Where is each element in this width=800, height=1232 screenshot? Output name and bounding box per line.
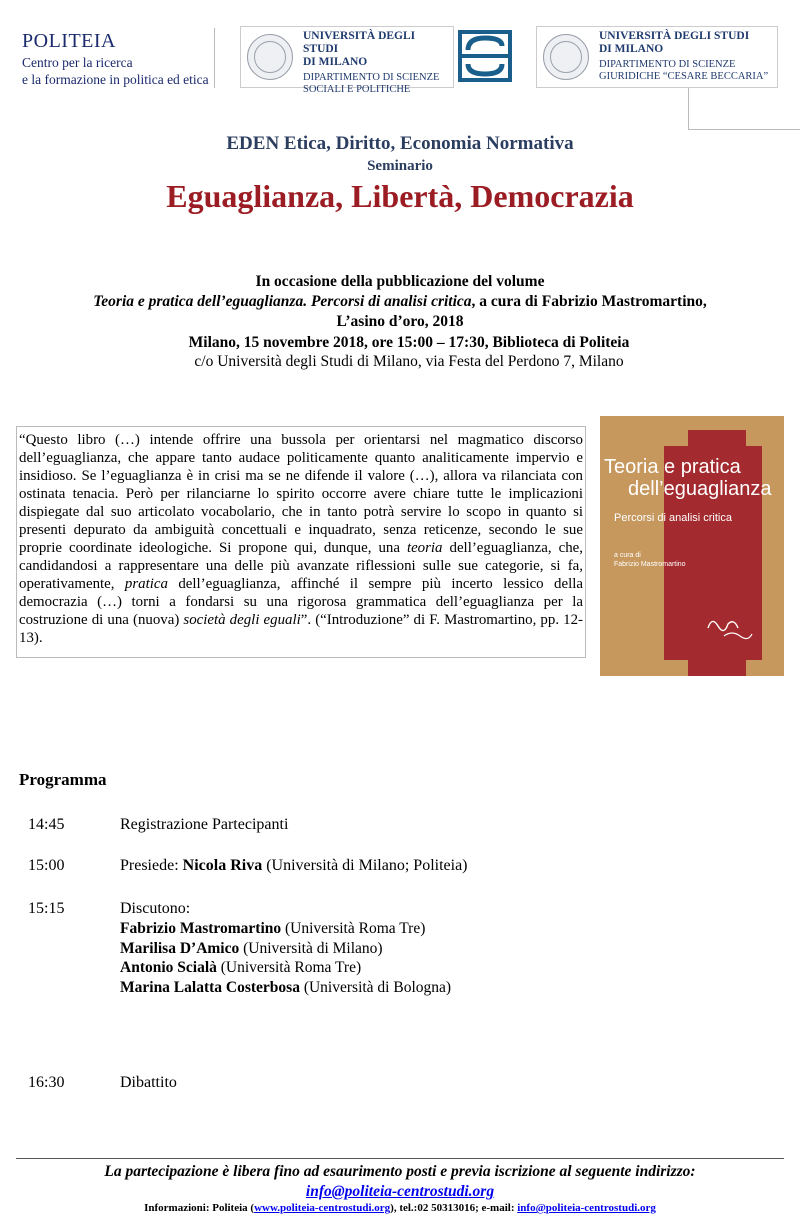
university-seal-icon: [247, 34, 293, 80]
occasion-text: In occasione della pubblicazione del volume: [255, 273, 545, 290]
website-link[interactable]: www.politeia-centrostudi.org: [254, 1202, 391, 1214]
programme-title: Programma: [19, 770, 107, 789]
programme-time: 14:45: [28, 816, 65, 833]
series-title: EDEN Etica, Diritto, Economia Normativa: [226, 133, 574, 154]
unimi-law-logo: [536, 26, 778, 88]
programme-item: Discutono:: [120, 900, 191, 917]
programme-time: 16:30: [28, 1074, 65, 1091]
book-title: Teoria e pratica dell’eguaglianza. Percorsi di analisi critica: [93, 293, 472, 310]
publisher: L’asino d’oro, 2018: [336, 313, 464, 330]
programme-time: 15:00: [28, 857, 65, 874]
book-reference: [0, 292, 800, 311]
book-cover-art: [600, 416, 784, 676]
registration-email-link[interactable]: info@politeia-centrostudi.org: [305, 1183, 495, 1200]
discussant: Fabrizio Mastromartino (Università Roma Tre): [120, 920, 426, 937]
book-cover-title: Teoria e pratica dell’eguaglianza: [604, 456, 772, 500]
book-quote: “Questo libro (…) intende offrire una bussola per orientarsi nel magmatico discorso dell’eguaglianza, che appare tanto audace politicamente quanto analiticamente impervio e insidioso. Se l’eguaglianza è in crisi ma se ne difende il valore (…), allora va rilanciata con ostinata tenacia. Però per rilanciarne lo spirito occorre avere chiare tutte le implicazioni dispiegate dal suo articolato vocabolario, che in tanto potrà servire lo scopo in quanto si presenti depurato da ambiguità concettuali e inquadrato, senza reticenze, secondo le sue proprie coordinate ideologiche. Si propone qui, dunque, una teoria dell’eguaglianza, che, candidandosi a rappresentare una delle più avanzate riflessioni sulle sue categorie, si fa, operativamente, pratica dell’eguaglianza, affinché il sempre più incerto lessico della democrazia (…) torni a fondarsi su una rigorosa grammatica dell’eguaglianza per la costruzione di una (nuova) società degli eguali”. (“Introduzione” di F. Mastromartino, pp. 12-13).: [16, 426, 586, 658]
date-place: Milano, 15 novembre 2018, ore 15:00 – 17:30, Biblioteca di Politeia: [188, 334, 630, 351]
registration-note: La partecipazione è libera fino ad esaurimento posti e previa iscrizione al seguente indirizzo:: [104, 1163, 696, 1180]
programme-item: Dibattito: [120, 1074, 177, 1091]
book-cover-curator: a cura di Fabrizio Mastromartino: [614, 552, 686, 568]
university-name: UNIVERSITÀ DEGLI STUDI DI MILANO: [303, 30, 416, 68]
programme-item: Registrazione Partecipanti: [120, 816, 289, 833]
programme-time: 15:15: [28, 900, 65, 917]
unimi-social-logo: [240, 26, 454, 95]
university-seal-icon: [543, 34, 589, 80]
header-divider: [688, 88, 689, 130]
discussant: Antonio Scialà (Università Roma Tre): [120, 959, 362, 976]
department-name: DIPARTIMENTO DI SCIENZE SOCIALI E POLITICHE: [303, 72, 440, 95]
university-name: UNIVERSITÀ DEGLI STUDI DI MILANO: [599, 30, 750, 55]
book-curator: , a cura di Fabrizio Mastromartino,: [471, 293, 707, 310]
discussant: Marilisa D’Amico (Università di Milano): [120, 939, 383, 957]
header-divider: [688, 129, 800, 130]
sps-logo-icon: [458, 30, 512, 82]
page-title: Eguaglianza, Libertà, Democrazia: [166, 178, 634, 214]
publisher-logo-icon: [704, 614, 754, 642]
politeia-subtitle-line1: Centro per la ricerca: [22, 55, 133, 70]
event-type: Seminario: [367, 158, 433, 174]
header-divider: [214, 28, 215, 88]
contact-email-link[interactable]: info@politeia-centrostudi.org: [517, 1202, 656, 1214]
department-name: DIPARTIMENTO DI SCIENZE GIURIDICHE “CESARE BECCARIA”: [599, 59, 769, 82]
address: c/o Università degli Studi di Milano, via Festa del Perdono 7, Milano: [194, 353, 624, 370]
book-cover: [600, 416, 784, 676]
programme-item: Presiede: Nicola Riva (Università di Milano; Politeia): [120, 857, 468, 874]
politeia-subtitle-line2: e la formazione in politica ed etica: [22, 72, 209, 87]
discussants-list: [120, 919, 451, 997]
politeia-logo-subtitle: [22, 54, 209, 88]
contact-info: Informazioni: Politeia (www.politeia-centrostudi.org), tel.:02 50313016; e-mail: info@politeia-centrostudi.org: [144, 1202, 656, 1214]
discussant: Marina Lalatta Costerbosa (Università di Bologna): [120, 978, 452, 996]
footer-divider: [16, 1158, 784, 1159]
politeia-logo-title: POLITEIA: [22, 30, 116, 52]
book-cover-subtitle: Percorsi di analisi critica: [614, 512, 732, 524]
